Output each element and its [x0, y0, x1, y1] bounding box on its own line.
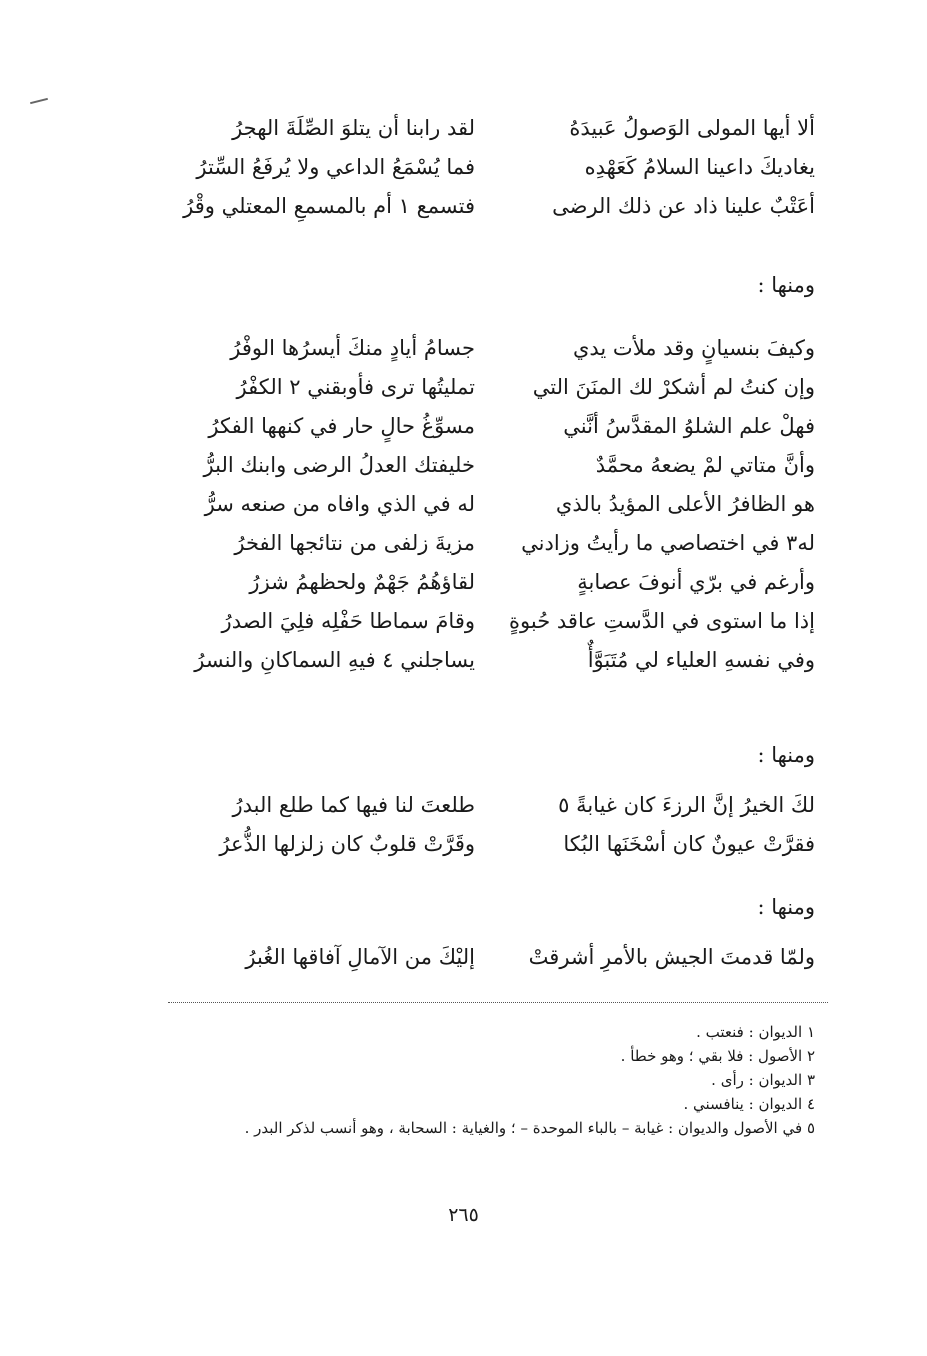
verse-first-hemistich: وأنَّ متاتي لمْ يضعهُ محمَّدٌ [595, 453, 815, 477]
section-heading: ومنها : [757, 895, 815, 919]
footnote: ١ الديوان : فنعتب . [696, 1023, 815, 1041]
verse-second-hemistich: طلعتَ لنا فيها كما طلع البدرُ [232, 793, 475, 817]
footnotes [115, 1020, 815, 1140]
verse-line [150, 113, 815, 152]
verse-second-hemistich: مزيةَ زلفى من نتائجها الفخرُ [234, 531, 475, 555]
scan-mark [30, 98, 48, 104]
verse-first-hemistich: هو الظافرُ الأعلى المؤيدُ بالذي [555, 492, 815, 516]
section-heading: ومنها : [757, 273, 815, 297]
verse-first-hemistich: فهلْ علم الشلوُ المقدَّسُ أنَّني [563, 414, 815, 438]
verse-line [150, 372, 815, 411]
verse-block-2 [150, 333, 815, 684]
verse-first-hemistich: وإن كنتُ لم أشكرْ لك المنَنَ التي [532, 375, 815, 399]
verse-line [150, 191, 815, 230]
verse-second-hemistich: تمليتُها ترى فأوبقني ٢ الكفْرُ [236, 375, 475, 399]
verse-second-hemistich: فتسمع ١ أم بالمسمعِ المعتلي وقْرُ [183, 194, 475, 218]
verse-first-hemistich: ألا أيها المولى الوَصولُ عَبيدَهُ [569, 116, 815, 140]
verse-second-hemistich: جسامُ أيادٍ منكَ أيسرُها الوفْرُ [230, 336, 475, 360]
verse-first-hemistich: وفي نفسهِ العلياء لي مُتَبَوَّأٌ [587, 648, 815, 672]
verse-first-hemistich: إذا ما استوى في الدَّستِ عاقد حُبوةٍ [509, 609, 815, 633]
verse-line [150, 829, 815, 868]
footnote: ٥ في الأصول والديوان : غيابة – بالباء الموحدة – ؛ والغياية : السحابة ، وهو أنسب لذكر البدر . [244, 1119, 815, 1137]
verse-second-hemistich: مسوِّغُ حالٍ حار في كنهها الفكرُ [208, 414, 475, 438]
verse-first-hemistich: لكَ الخيرُ إنَّ الرزءَ كان غيابةً ٥ [558, 793, 815, 817]
verse-line [150, 567, 815, 606]
page-number: ٢٦٥ [448, 1204, 479, 1226]
verse-line [150, 790, 815, 829]
verse-first-hemistich: وأرغم في برّي أنوفَ عصابةٍ [577, 570, 815, 594]
verse-second-hemistich: وقَرَّتْ قلوبٌ كان زلزلها الذُّعرُ [219, 832, 475, 856]
verse-line [150, 450, 815, 489]
footnote: ٣ الديوان : رأى . [711, 1071, 815, 1089]
verse-line [150, 942, 815, 981]
verse-line [150, 411, 815, 450]
verse-second-hemistich: إليْكَ من الآمالِ آفاقها الغُبرُ [245, 945, 475, 969]
verse-second-hemistich: لقاؤهُمُ جَهْمٌ ولحظهمُ شزرُ [249, 570, 475, 594]
verse-second-hemistich: خليفتك العدلُ الرضى وابنك البرُّ [203, 453, 475, 477]
verse-first-hemistich: أعَتْبٌ علينا ذاد عن ذلك الرضى [552, 194, 815, 218]
verse-first-hemistich: ولمّا قدمتَ الجيش بالأمرِ أشرقتْ [528, 945, 815, 969]
verse-line [150, 333, 815, 372]
verse-first-hemistich: فقرَّتْ عيونٌ كان أسْخَنَها البُكا [563, 832, 815, 856]
verse-block-3 [150, 790, 815, 868]
verse-first-hemistich: له٣ في اختصاصي ما رأيتُ وزادني [521, 531, 815, 555]
verse-second-hemistich: لقد رابنا أن يتلوَ الصِّلَةَ الهجرُ [232, 116, 475, 140]
footnote: ٤ الديوان : ينافسني . [683, 1095, 815, 1113]
verse-block-4 [150, 942, 815, 981]
verse-second-hemistich: وقامَ سماطا حَفْلِه فلِيَ الصدرُ [221, 609, 475, 633]
section-heading: ومنها : [757, 743, 815, 767]
verse-first-hemistich: وكيفَ بنسيانٍ وقد ملأت يدي [572, 336, 815, 360]
verse-second-hemistich: يساجلني ٤ فيهِ السماكانِ والنسرُ [194, 648, 475, 672]
verse-line [150, 489, 815, 528]
verse-line [150, 528, 815, 567]
verse-first-hemistich: يغاديكَ داعينا السلامُ كَعَهْدِه [584, 155, 815, 179]
footnote-separator [168, 1002, 828, 1003]
verse-block-1 [150, 113, 815, 230]
verse-second-hemistich: فما يُسْمَعُ الداعي ولا يُرفَعُ السِّترُ [196, 155, 475, 179]
footnote: ٢ الأصول : فلا بقي ؛ وهو خطأ . [620, 1047, 815, 1065]
verse-second-hemistich: له في الذي وافاه من صنعه سرُّ [204, 492, 475, 516]
verse-line [150, 152, 815, 191]
verse-line [150, 645, 815, 684]
verse-line [150, 606, 815, 645]
